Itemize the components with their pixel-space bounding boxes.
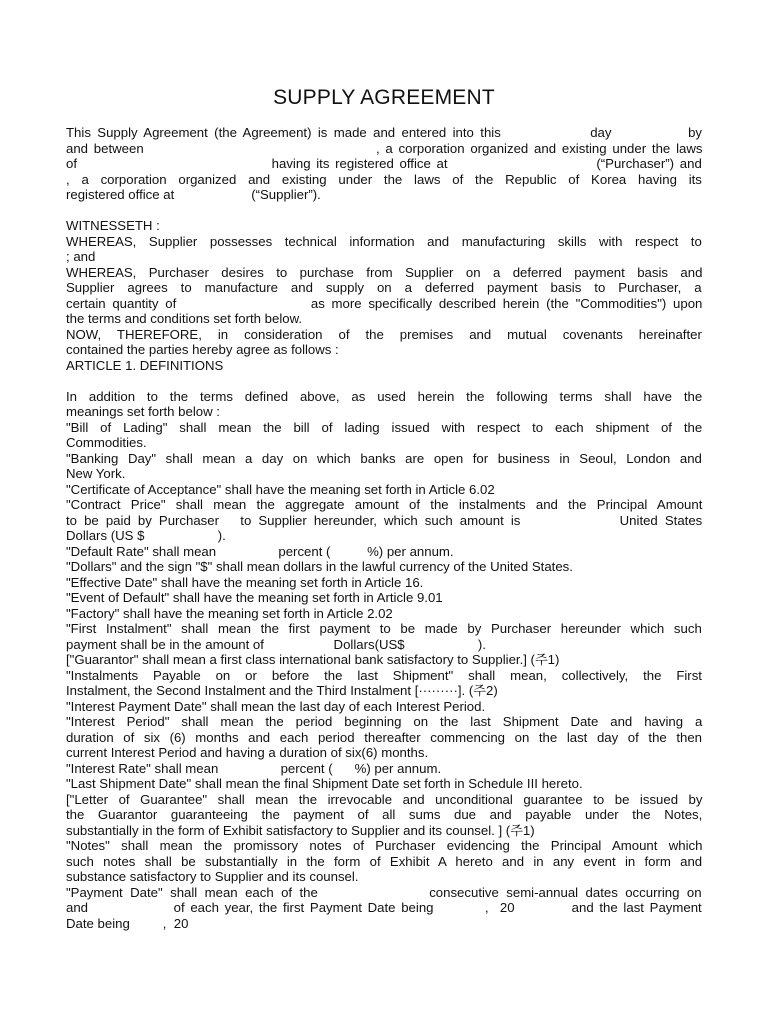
text-line: "Factory" shall have the meaning set forth in Article 2.02 (66, 605, 393, 621)
text-line: "Contract Price" shall mean the aggregate amount of the instalments and the Principal Amount (66, 497, 703, 512)
text-line: Commodities. (66, 435, 147, 450)
text-line: "Last Shipment Date" shall mean the final Shipment Date set forth in Schedule III hereto. (66, 776, 583, 791)
text-line: meanings set forth below : (66, 404, 220, 419)
text-line: and between , a corporation organized and existing under the laws (66, 140, 703, 156)
text-line: current Interest Period and having a duration of six(6) months. (66, 745, 429, 760)
text-line: substantially in the form of Exhibit satisfactory to Supplier and its counsel. ] (주1) (66, 822, 535, 838)
text-line: New York. (66, 466, 126, 481)
text-line: ARTICLE 1. DEFINITIONS (66, 357, 224, 373)
text-line: registered office at (“Supplier”). (66, 187, 321, 202)
text-line: "Instalments Payable on or before the last Shipment" shall mean, collectively, the First (66, 667, 702, 683)
text-line: Instalment, the Second Instalment and the Third Instalment [·········]. (주2) (66, 683, 498, 698)
text-line: "Payment Date" shall mean each of the consecutive semi-annual dates occurring on (66, 884, 702, 900)
document-body (66, 125, 702, 931)
text-line: "Interest Period" shall mean the period beginning on the last Shipment Date and having a (66, 714, 703, 729)
text-line: "Event of Default" shall have the meaning set forth in Article 9.01 (66, 590, 443, 605)
text-line: duration of six (6) months and each period thereafter commencing on the last day of the then (66, 729, 703, 745)
text-line: Supplier agrees to manufacture and supply on a deferred payment basis to Purchaser, a (66, 280, 702, 295)
document-title: SUPPLY AGREEMENT (273, 86, 495, 109)
text-line: "Interest Payment Date" shall mean the last day of each Interest Period. (66, 698, 486, 714)
text-line: and of each year, the first Payment Date being , 20 and the last Payment (66, 900, 702, 915)
text-line: the Guarantor guaranteeing the payment of all sums due and payable under the Notes, (66, 807, 703, 822)
text-line: In addition to the terms defined above, as used herein the following terms shall have the (66, 388, 703, 404)
text-line: the terms and conditions set forth below. (66, 311, 303, 326)
text-line: "Effective Date" shall have the meaning set forth in Article 16. (66, 574, 424, 590)
text-line: "Banking Day" shall mean a day on which banks are open for business in Seoul, London and (66, 450, 702, 466)
blank-line (66, 373, 702, 389)
text-line: to be paid by Purchaser to Supplier hereunder, which such amount is United States (66, 512, 703, 528)
text-line: "Notes" shall mean the promissory notes of Purchaser evidencing the Principal Amount which (66, 838, 703, 853)
text-line: WHEREAS, Supplier possesses technical information and manufacturing skills with respect to (66, 233, 702, 249)
text-line: WHEREAS, Purchaser desires to purchase from Supplier on a deferred payment basis and (66, 264, 703, 280)
text-line: "Certificate of Acceptance" shall have the meaning set forth in Article 6.02 (66, 481, 495, 497)
text-line: substance satisfactory to Supplier and its counsel. (66, 869, 359, 884)
text-line: This Supply Agreement (the Agreement) is made and entered into this day by (66, 125, 703, 140)
text-line: "First Instalment" shall mean the first payment to be made by Purchaser hereunder which such (66, 621, 702, 636)
text-line: ; and (66, 249, 96, 264)
text-line: Date being , 20 (66, 915, 189, 931)
text-line: "Interest Rate" shall mean percent ( %) per annum. (66, 760, 442, 776)
text-line: , a corporation organized and existing under the laws of the Republic of Korea having its (66, 171, 702, 187)
text-line: such notes shall be substantially in the form of Exhibit A hereto and in any event in form and (66, 853, 703, 869)
text-line: "Bill of Lading" shall mean the bill of lading issued with respect to each shipment of the (66, 419, 703, 435)
text-line: payment shall be in the amount of Dollars(US$ ). (66, 636, 486, 652)
text-line: "Default Rate" shall mean percent ( %) per annum. (66, 543, 454, 559)
text-line: ["Guarantor" shall mean a first class international bank satisfactory to Supplier.] (주1) (66, 652, 560, 667)
text-line: WITNESSETH : (66, 218, 160, 233)
blank-line (66, 203, 702, 219)
text-line: Dollars (US $ ). (66, 528, 226, 543)
text-line: "Dollars" and the sign "$" shall mean dollars in the lawful currency of the United States. (66, 559, 573, 574)
text-line: NOW, THEREFORE, in consideration of the premises and mutual covenants hereinafter (66, 326, 702, 342)
text-line: contained the parties hereby agree as follows : (66, 342, 339, 357)
text-line: ["Letter of Guarantee" shall mean the irrevocable and unconditional guarantee to be issued by (66, 791, 703, 807)
text-line: certain quantity of as more specifically described herein (the "Commodities") upon (66, 295, 703, 311)
text-line: of having its registered office at (“Purchaser”) and (66, 156, 702, 171)
